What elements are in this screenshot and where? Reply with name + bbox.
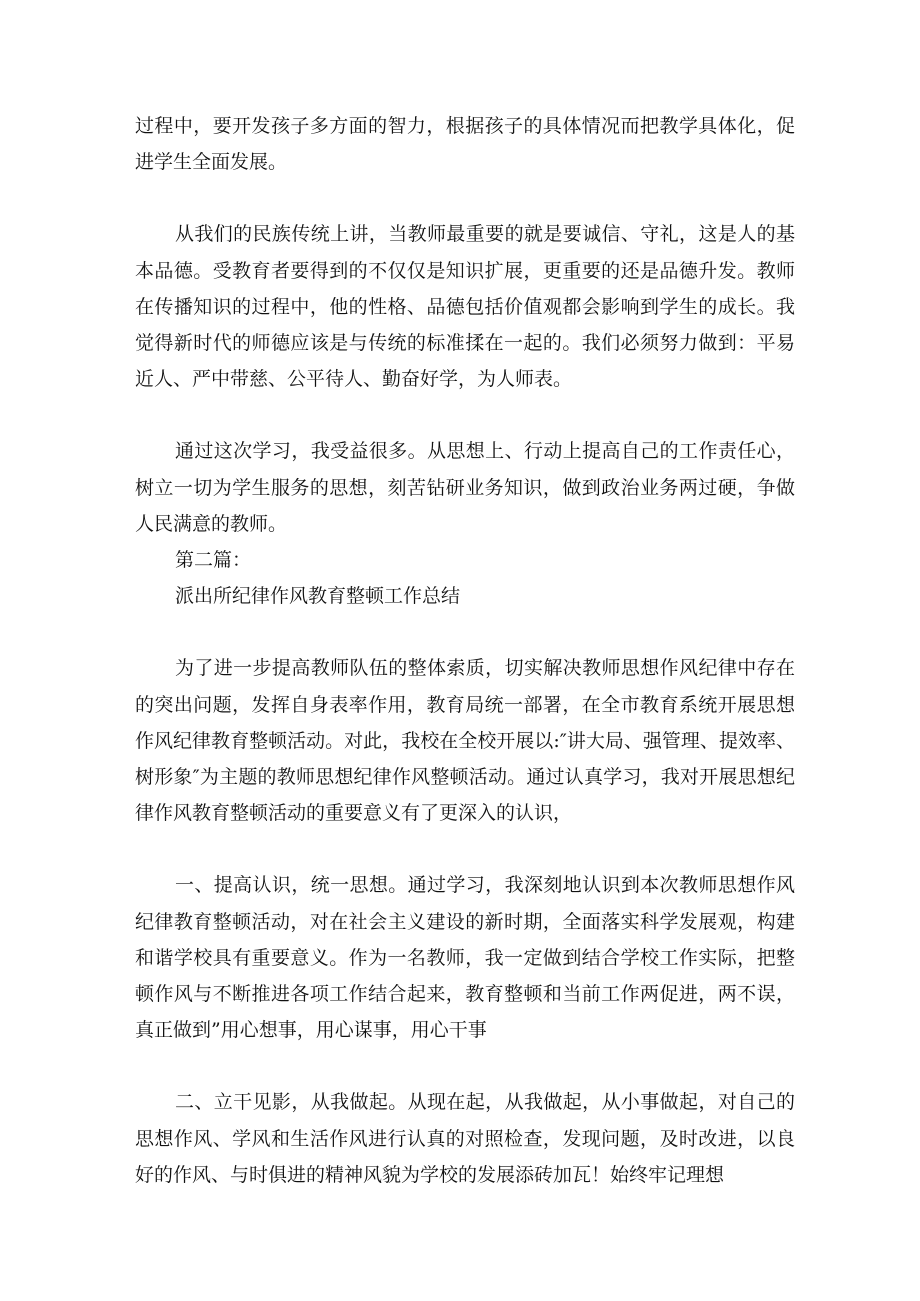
paragraph-point-one: 一、提高认识，统一思想。通过学习，我深刻地认识到本次教师思想作风纪律教育整顿活动，对在社会主义建设的新时期，全面落实科学发展观，构建和谐学校具有重要意义。作为一名教师，我一定做到结合学校工作实际，把整顿作风与不断推进各项工作结合起来，教育整顿和当前工作两促进，两不误，真正做到”用心想事，用心谋事，用心干事 bbox=[135, 874, 795, 1042]
section-label: 第二篇： bbox=[175, 549, 252, 572]
paragraph-conclusion: 通过这次学习，我受益很多。从思想上、行动上提高自己的工作责任心，树立一切为学生服务的思想，刻苦钻研业务知识，做到政治业务两过硬，争做人民满意的教师。 bbox=[135, 440, 795, 535]
paragraph-tradition: 从我们的民族传统上讲，当教师最重要的就是要诚信、守礼，这是人的基本品德。受教育者要得到的不仅仅是知识扩展，更重要的还是品德升发。教师在传播知识的过程中，他的性格、品德包括价值观都会影响到学生的成长。我觉得新时代的师德应该是与传统的标准揉在一起的。我们必须努力做到：平易近人、严中带慈、公平待人、勤奋好学，为人师表。 bbox=[135, 223, 795, 391]
section-title: 派出所纪律作风教育整顿工作总结 bbox=[175, 585, 461, 608]
document-page bbox=[135, 108, 795, 1193]
paragraph-continuation: 过程中，要开发孩子多方面的智力，根据孩子的具体情况而把教学具体化，促进学生全面发展。 bbox=[135, 115, 795, 174]
paragraph-intro: 为了进一步提高教师队伍的整体索质，切实解决教师思想作风纪律中存在的突出问题，发挥自身表率作用，教育局统一部署，在全市教育系统开展思想作风纪律教育整顿活动。对此，我校在全校开展以:″讲大局、强管理、提效率、树形象″为主题的教师思想纪律作风整顿活动。通过认真学习，我对开展思想纪律作风教育整顿活动的重要意义有了更深入的认识， bbox=[135, 657, 795, 825]
paragraph-point-two: 二、立干见影，从我做起。从现在起，从我做起，从小事做起，对自己的思想作风、学风和生活作风进行认真的对照检查，发现问题，及时改进，以良好的作风、与时俱进的精神风貌为学校的发展添砖加瓦！始终牢记理想 bbox=[135, 1091, 795, 1186]
